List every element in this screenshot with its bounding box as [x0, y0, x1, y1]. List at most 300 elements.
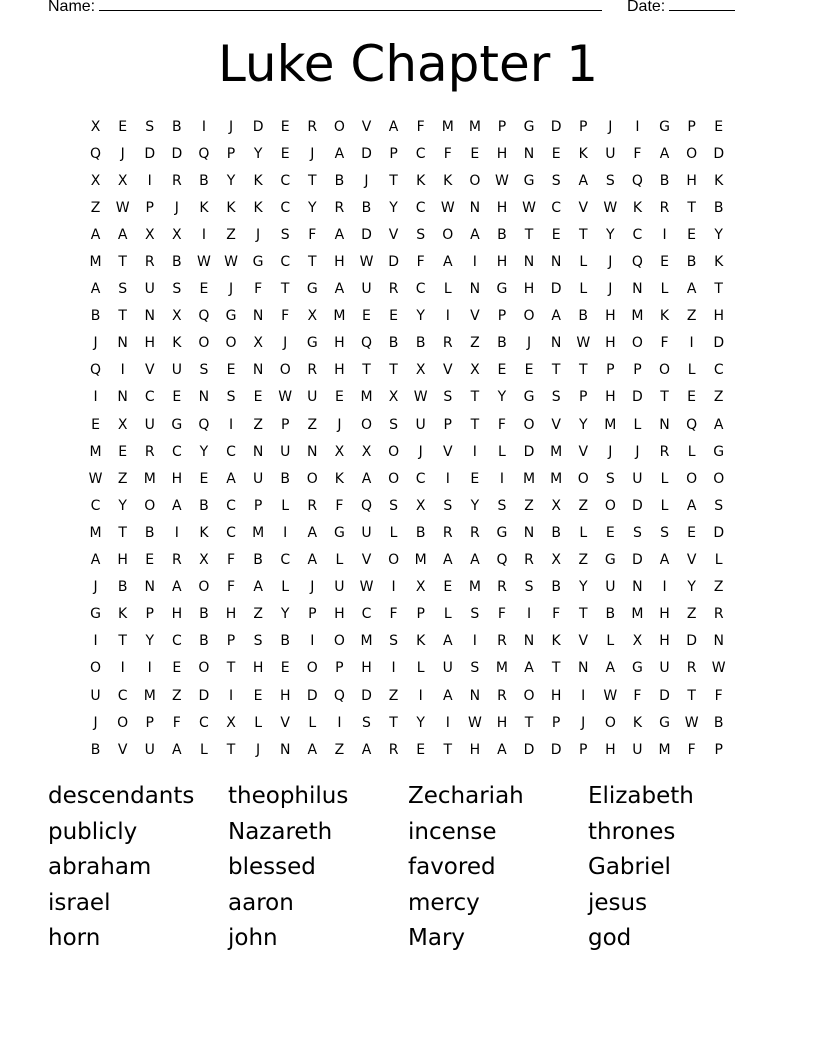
grid-letter[interactable]: H [523, 281, 535, 298]
grid-letter[interactable]: O [360, 416, 372, 433]
grid-letter[interactable]: M [631, 308, 644, 325]
grid-letter[interactable]: I [174, 524, 179, 541]
grid-letter[interactable]: K [253, 172, 263, 189]
grid-letter[interactable]: T [226, 660, 236, 677]
grid-letter[interactable]: C [226, 443, 236, 460]
grid-letter[interactable]: O [523, 416, 535, 433]
grid-letter[interactable]: I [201, 118, 206, 135]
grid-letter[interactable]: M [658, 741, 671, 758]
grid-letter[interactable]: W [495, 172, 509, 189]
grid-letter[interactable]: A [497, 741, 507, 758]
grid-letter[interactable]: S [470, 606, 480, 623]
grid-letter[interactable]: N [550, 254, 562, 271]
grid-letter[interactable]: G [90, 606, 101, 623]
grid-letter[interactable]: S [199, 362, 209, 379]
grid-letter[interactable]: P [145, 199, 154, 216]
grid-letter[interactable]: E [443, 579, 453, 596]
grid-letter[interactable]: U [605, 145, 616, 162]
grid-letter[interactable]: X [415, 362, 426, 379]
grid-letter[interactable]: G [171, 416, 183, 433]
grid-letter[interactable]: F [443, 145, 452, 162]
grid-letter[interactable]: H [496, 145, 508, 162]
grid-letter[interactable]: T [470, 389, 480, 406]
grid-letter[interactable]: N [632, 579, 643, 596]
grid-letter[interactable]: R [442, 335, 453, 352]
grid-letter[interactable]: I [93, 633, 98, 650]
grid-letter[interactable]: H [469, 741, 481, 758]
grid-letter[interactable]: U [90, 687, 101, 704]
grid-letter[interactable]: L [498, 443, 506, 460]
grid-letter[interactable]: X [415, 579, 426, 596]
grid-letter[interactable]: S [714, 497, 724, 514]
grid-letter[interactable]: B [415, 524, 426, 541]
grid-letter[interactable]: U [334, 579, 345, 596]
grid-letter[interactable]: W [359, 254, 374, 271]
grid-letter[interactable]: V [117, 741, 128, 758]
grid-letter[interactable]: N [523, 633, 535, 650]
grid-letter[interactable]: B [280, 633, 290, 650]
grid-letter[interactable]: O [686, 470, 698, 487]
grid-letter[interactable]: S [389, 497, 399, 514]
grid-letter[interactable]: P [280, 416, 290, 433]
grid-letter[interactable]: L [687, 362, 696, 379]
grid-letter[interactable]: H [225, 606, 237, 623]
grid-letter[interactable]: L [443, 606, 452, 623]
grid-letter[interactable]: F [335, 497, 344, 514]
grid-letter[interactable]: S [389, 633, 399, 650]
grid-letter[interactable]: A [307, 524, 318, 541]
grid-letter[interactable]: S [280, 226, 290, 243]
grid-letter[interactable]: B [253, 552, 263, 569]
grid-letter[interactable]: J [608, 118, 613, 135]
grid-letter[interactable]: P [606, 362, 615, 379]
grid-letter[interactable]: O [90, 660, 102, 677]
grid-letter[interactable]: J [310, 579, 315, 596]
grid-letter[interactable]: W [440, 199, 455, 216]
grid-letter[interactable]: N [144, 579, 155, 596]
grid-letter[interactable]: J [418, 443, 423, 460]
grid-letter[interactable]: P [551, 714, 561, 731]
grid-letter[interactable]: K [416, 172, 426, 189]
grid-letter[interactable]: O [523, 687, 535, 704]
grid-letter[interactable]: G [306, 335, 318, 352]
grid-letter[interactable]: Q [198, 416, 210, 433]
grid-letter[interactable]: S [416, 226, 426, 243]
grid-letter[interactable]: F [687, 741, 696, 758]
grid-letter[interactable]: L [416, 660, 425, 677]
grid-letter[interactable]: O [225, 335, 237, 352]
grid-letter[interactable]: Z [578, 497, 589, 514]
grid-letter[interactable]: B [172, 254, 182, 271]
grid-letter[interactable]: H [334, 254, 345, 271]
grid-letter[interactable]: T [308, 254, 317, 271]
grid-letter[interactable]: R [388, 741, 399, 758]
grid-letter[interactable]: Y [253, 145, 263, 162]
grid-letter[interactable]: K [632, 714, 643, 731]
grid-letter[interactable]: V [361, 552, 372, 569]
grid-letter[interactable]: J [581, 714, 586, 731]
grid-letter[interactable]: N [550, 335, 562, 352]
grid-letter[interactable]: A [713, 416, 724, 433]
grid-letter[interactable]: K [253, 199, 263, 216]
grid-letter[interactable]: J [283, 335, 288, 352]
grid-letter[interactable]: T [714, 281, 723, 298]
grid-letter[interactable]: I [445, 308, 450, 325]
grid-letter[interactable]: F [281, 308, 290, 325]
grid-letter[interactable]: H [659, 633, 670, 650]
grid-letter[interactable]: L [660, 470, 669, 487]
grid-letter[interactable]: A [442, 633, 453, 650]
grid-letter[interactable]: T [308, 172, 317, 189]
grid-letter[interactable]: X [144, 226, 155, 243]
grid-letter[interactable]: I [581, 687, 586, 704]
grid-letter[interactable]: B [199, 633, 209, 650]
grid-letter[interactable]: P [226, 633, 236, 650]
grid-letter[interactable]: I [147, 172, 152, 189]
grid-letter[interactable]: N [659, 416, 670, 433]
grid-letter[interactable]: O [604, 497, 616, 514]
grid-letter[interactable]: O [198, 579, 210, 596]
grid-letter[interactable]: G [496, 281, 508, 298]
grid-letter[interactable]: N [469, 281, 481, 298]
grid-letter[interactable]: H [117, 552, 128, 569]
grid-letter[interactable]: J [337, 416, 342, 433]
grid-letter[interactable]: M [441, 118, 454, 135]
grid-letter[interactable]: W [603, 687, 618, 704]
grid-letter[interactable]: H [659, 606, 670, 623]
grid-letter[interactable]: G [604, 552, 616, 569]
grid-letter[interactable]: J [526, 335, 532, 352]
grid-letter[interactable]: H [686, 172, 697, 189]
grid-letter[interactable]: P [253, 497, 263, 514]
grid-letter[interactable]: U [361, 524, 372, 541]
grid-letter[interactable]: J [228, 281, 234, 298]
grid-letter[interactable]: I [472, 443, 477, 460]
grid-letter[interactable]: S [118, 281, 128, 298]
grid-letter[interactable]: I [445, 714, 450, 731]
grid-letter[interactable]: Q [360, 335, 372, 352]
grid-letter[interactable]: Z [226, 226, 236, 243]
grid-letter[interactable]: P [145, 714, 154, 731]
grid-letter[interactable]: U [632, 741, 643, 758]
grid-letter[interactable]: D [550, 118, 562, 135]
grid-letter[interactable]: U [144, 281, 155, 298]
grid-letter[interactable]: D [523, 443, 535, 460]
grid-letter[interactable]: C [226, 497, 236, 514]
grid-letter[interactable]: E [470, 470, 480, 487]
grid-letter[interactable]: O [659, 362, 671, 379]
grid-letter[interactable]: D [713, 524, 725, 541]
grid-letter[interactable]: H [605, 308, 616, 325]
grid-letter[interactable]: Z [334, 741, 345, 758]
grid-letter[interactable]: N [469, 687, 481, 704]
grid-letter[interactable]: P [308, 606, 317, 623]
grid-letter[interactable]: P [579, 389, 588, 406]
grid-letter[interactable]: C [632, 226, 643, 243]
grid-letter[interactable]: D [686, 633, 697, 650]
grid-letter[interactable]: N [252, 308, 264, 325]
grid-letter[interactable]: Q [333, 687, 345, 704]
grid-letter[interactable]: G [523, 172, 535, 189]
grid-letter[interactable]: Y [714, 226, 723, 243]
grid-letter[interactable]: B [199, 172, 209, 189]
grid-letter[interactable]: B [497, 335, 507, 352]
grid-letter[interactable]: E [280, 118, 290, 135]
grid-letter[interactable]: I [201, 226, 206, 243]
grid-letter[interactable]: A [90, 226, 101, 243]
grid-letter[interactable]: J [93, 579, 98, 596]
grid-letter[interactable]: C [280, 552, 291, 569]
grid-letter[interactable]: L [660, 281, 669, 298]
grid-letter[interactable]: A [659, 552, 670, 569]
grid-letter[interactable]: Y [578, 579, 588, 596]
grid-letter[interactable]: E [118, 118, 128, 135]
grid-letter[interactable]: R [713, 606, 724, 623]
grid-letter[interactable]: Q [198, 145, 210, 162]
grid-letter[interactable]: R [307, 362, 318, 379]
grid-letter[interactable]: U [632, 470, 643, 487]
grid-letter[interactable]: H [171, 606, 183, 623]
grid-letter[interactable]: W [413, 389, 428, 406]
grid-letter[interactable]: U [605, 579, 616, 596]
grid-letter[interactable]: M [89, 524, 102, 541]
grid-letter[interactable]: Z [90, 199, 101, 216]
grid-letter[interactable]: O [686, 145, 698, 162]
grid-letter[interactable]: R [497, 579, 507, 596]
grid-letter[interactable]: T [389, 714, 398, 731]
grid-letter[interactable]: L [281, 497, 290, 514]
grid-letter[interactable]: L [335, 552, 344, 569]
grid-letter[interactable]: K [172, 335, 182, 352]
grid-letter[interactable]: O [117, 714, 129, 731]
grid-letter[interactable]: B [172, 118, 182, 135]
grid-letter[interactable]: Y [280, 606, 290, 623]
grid-letter[interactable]: M [550, 470, 563, 487]
grid-letter[interactable]: O [388, 552, 400, 569]
grid-letter[interactable]: B [551, 579, 561, 596]
grid-letter[interactable]: J [310, 145, 315, 162]
grid-letter[interactable]: N [307, 443, 318, 460]
grid-letter[interactable]: H [334, 606, 345, 623]
grid-letter[interactable]: F [497, 416, 506, 433]
grid-letter[interactable]: B [199, 606, 209, 623]
grid-letter[interactable]: E [253, 389, 263, 406]
grid-letter[interactable]: T [362, 362, 371, 379]
grid-letter[interactable]: M [333, 308, 346, 325]
grid-letter[interactable]: D [252, 118, 264, 135]
grid-letter[interactable]: O [469, 172, 481, 189]
grid-letter[interactable]: M [495, 660, 508, 677]
grid-letter[interactable]: A [442, 687, 453, 704]
grid-letter[interactable]: T [118, 524, 127, 541]
grid-letter[interactable]: P [145, 606, 154, 623]
grid-letter[interactable]: A [551, 308, 561, 325]
grid-letter[interactable]: F [172, 714, 181, 731]
grid-letter[interactable]: C [171, 443, 182, 460]
grid-letter[interactable]: W [197, 254, 211, 271]
grid-letter[interactable]: Z [713, 579, 724, 596]
grid-letter[interactable]: X [90, 172, 101, 189]
grid-letter[interactable]: C [171, 633, 182, 650]
grid-letter[interactable]: N [252, 443, 264, 460]
grid-letter[interactable]: D [361, 226, 372, 243]
grid-letter[interactable]: H [361, 660, 372, 677]
grid-letter[interactable]: E [551, 226, 561, 243]
grid-letter[interactable]: R [144, 443, 155, 460]
grid-letter[interactable]: I [283, 524, 288, 541]
grid-letter[interactable]: T [389, 172, 398, 189]
grid-letter[interactable]: N [523, 524, 535, 541]
grid-letter[interactable]: G [306, 281, 318, 298]
grid-letter[interactable]: L [389, 524, 398, 541]
grid-letter[interactable]: L [687, 443, 696, 460]
grid-letter[interactable]: H [496, 199, 508, 216]
grid-letter[interactable]: N [523, 145, 535, 162]
grid-letter[interactable]: I [635, 118, 640, 135]
grid-letter[interactable]: G [225, 308, 237, 325]
grid-letter[interactable]: E [145, 552, 155, 569]
grid-letter[interactable]: F [308, 226, 317, 243]
grid-letter[interactable]: O [306, 660, 318, 677]
name-field[interactable] [48, 0, 602, 16]
grid-letter[interactable]: J [93, 335, 98, 352]
grid-letter[interactable]: Z [686, 606, 697, 623]
grid-letter[interactable]: I [120, 362, 125, 379]
grid-letter[interactable]: K [659, 308, 670, 325]
grid-letter[interactable]: L [254, 714, 263, 731]
grid-letter[interactable]: X [199, 552, 209, 569]
grid-letter[interactable]: G [713, 443, 725, 460]
grid-letter[interactable]: I [472, 254, 477, 271]
grid-letter[interactable]: X [307, 308, 318, 325]
grid-letter[interactable]: X [172, 308, 182, 325]
grid-letter[interactable]: A [470, 552, 480, 569]
grid-letter[interactable]: M [89, 254, 102, 271]
grid-letter[interactable]: B [334, 172, 345, 189]
grid-letter[interactable]: B [497, 226, 507, 243]
grid-letter[interactable]: Z [307, 416, 318, 433]
grid-letter[interactable]: M [360, 633, 373, 650]
grid-letter[interactable]: E [389, 308, 398, 325]
grid-letter[interactable]: A [442, 552, 453, 569]
grid-letter[interactable]: N [713, 633, 724, 650]
grid-letter[interactable]: L [200, 741, 208, 758]
grid-letter[interactable]: C [226, 524, 236, 541]
grid-letter[interactable]: B [713, 199, 724, 216]
grid-letter[interactable]: X [117, 172, 128, 189]
grid-letter[interactable]: C [90, 497, 101, 514]
grid-letter[interactable]: P [443, 416, 452, 433]
grid-letter[interactable]: H [334, 362, 345, 379]
grid-letter[interactable]: J [608, 281, 613, 298]
grid-letter[interactable]: S [660, 524, 669, 541]
grid-letter[interactable]: E [687, 524, 697, 541]
grid-letter[interactable]: G [523, 118, 535, 135]
grid-letter[interactable]: W [278, 389, 293, 406]
grid-letter[interactable]: X [117, 416, 128, 433]
grid-letter[interactable]: L [633, 416, 642, 433]
grid-letter[interactable]: D [171, 145, 183, 162]
grid-letter[interactable]: E [172, 660, 182, 677]
grid-letter[interactable]: L [443, 281, 452, 298]
grid-letter[interactable]: V [442, 362, 453, 379]
grid-letter[interactable]: B [144, 524, 155, 541]
grid-letter[interactable]: T [226, 741, 236, 758]
grid-letter[interactable]: C [361, 606, 372, 623]
grid-letter[interactable]: H [171, 470, 183, 487]
grid-letter[interactable]: Z [686, 308, 697, 325]
grid-letter[interactable]: V [578, 633, 589, 650]
grid-letter[interactable]: G [659, 118, 670, 135]
grid-letter[interactable]: A [334, 226, 345, 243]
grid-letter[interactable]: F [226, 579, 236, 596]
grid-letter[interactable]: D [632, 389, 643, 406]
grid-letter[interactable]: B [388, 335, 399, 352]
grid-letter[interactable]: C [144, 389, 155, 406]
grid-letter[interactable]: E [524, 362, 534, 379]
grid-letter[interactable]: U [659, 660, 670, 677]
grid-letter[interactable]: I [662, 226, 667, 243]
grid-letter[interactable]: B [361, 199, 372, 216]
grid-letter[interactable]: N [117, 335, 128, 352]
grid-letter[interactable]: K [118, 606, 128, 623]
grid-letter[interactable]: P [579, 118, 588, 135]
grid-letter[interactable]: H [605, 741, 616, 758]
grid-letter[interactable]: Z [253, 606, 263, 623]
grid-letter[interactable]: J [635, 443, 640, 460]
grid-letter[interactable]: H [550, 687, 562, 704]
grid-letter[interactable]: T [524, 226, 534, 243]
grid-letter[interactable]: I [310, 633, 315, 650]
grid-letter[interactable]: S [145, 118, 155, 135]
grid-letter[interactable]: S [524, 579, 534, 596]
grid-letter[interactable]: Q [90, 145, 102, 162]
grid-letter[interactable]: K [714, 172, 724, 189]
grid-letter[interactable]: A [172, 741, 182, 758]
grid-letter[interactable]: B [415, 335, 426, 352]
grid-letter[interactable]: D [550, 741, 562, 758]
grid-letter[interactable]: S [443, 389, 453, 406]
grid-letter[interactable]: I [147, 660, 152, 677]
grid-letter[interactable]: E [199, 281, 209, 298]
grid-letter[interactable]: X [334, 443, 345, 460]
grid-letter[interactable]: B [280, 470, 290, 487]
grid-letter[interactable]: T [578, 606, 588, 623]
grid-letter[interactable]: X [361, 443, 372, 460]
grid-letter[interactable]: O [333, 633, 345, 650]
grid-letter[interactable]: H [144, 335, 155, 352]
grid-letter[interactable]: U [442, 660, 453, 677]
grid-letter[interactable]: A [334, 145, 345, 162]
grid-letter[interactable]: T [280, 281, 290, 298]
grid-letter[interactable]: S [389, 416, 399, 433]
grid-letter[interactable]: M [143, 470, 156, 487]
grid-letter[interactable]: Y [199, 443, 209, 460]
grid-letter[interactable]: S [253, 633, 263, 650]
grid-letter[interactable]: R [307, 497, 318, 514]
grid-letter[interactable]: O [306, 470, 318, 487]
grid-letter[interactable]: K [226, 199, 236, 216]
grid-letter[interactable]: E [470, 145, 480, 162]
grid-letter[interactable]: H [496, 254, 508, 271]
grid-letter[interactable]: T [524, 714, 534, 731]
grid-letter[interactable]: W [224, 254, 238, 271]
grid-letter[interactable]: M [468, 579, 481, 596]
grid-letter[interactable]: V [551, 416, 561, 433]
grid-letter[interactable]: R [144, 254, 155, 271]
grid-letter[interactable]: J [256, 226, 261, 243]
grid-letter[interactable]: W [603, 199, 618, 216]
